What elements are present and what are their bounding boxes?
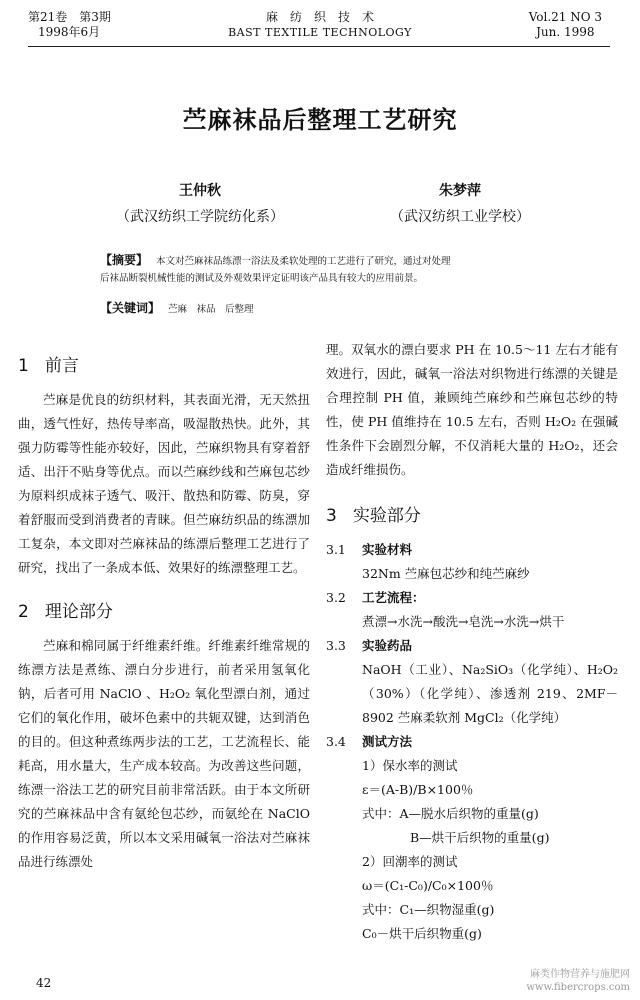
abstract-label: 【摘要】 bbox=[100, 253, 149, 267]
section-2-paragraph: 苎麻和棉同属于纤维素纤维。纤维素纤维常规的练漂方法是煮练、漂白分步进行，前者采用氢氧化钠，后者可用 NaClO 、H₂O₂ 氧化型漂白剂，通过它们的氧化作用，破坏色素中的共轭双键，达到消色的目的。但这种煮练两步法的工艺，工艺流程长、能耗高，用水量大，生产成本较高。为改善这些问题，练漂一浴法工艺的研究目前非常活跃。由于本文所研究的苎麻袜品中含有氨纶包芯纱，而氨纶在 NaClO 的作用容易泛黄，所以本文采用碱氧一浴法对苎麻袜品进行练漂处 bbox=[18, 638, 310, 869]
author-name-2: 朱梦萍 bbox=[439, 183, 481, 199]
section-number-3: 3 bbox=[326, 506, 337, 526]
section-title-2: 理论部分 bbox=[44, 602, 113, 622]
abstract bbox=[100, 252, 520, 287]
date-en: Jun. 1998 bbox=[536, 25, 595, 39]
test-item-2: 2）回潮率的测试 bbox=[362, 854, 458, 869]
author-name-1: 王仲秋 bbox=[179, 183, 221, 199]
volume-issue-cn: 第21卷 第3期 bbox=[28, 10, 111, 24]
formula-2-definition-b: C₀－烘干后织物重(g) bbox=[362, 926, 482, 941]
subsection-3-2-text: 煮漂→水洗→酸洗→皂洗→水洗→烘干 bbox=[362, 614, 565, 629]
section-number-2: 2 bbox=[18, 602, 29, 622]
keywords-text: 苎麻 袜品 后整理 bbox=[168, 304, 254, 315]
paper-title: 苎麻袜品后整理工艺研究 bbox=[182, 106, 458, 134]
journal-name-cn: 麻 纺 织 技 术 bbox=[265, 10, 374, 24]
formula-1-definition-a: 式中：A—脱水后织物的重量(g) bbox=[362, 806, 539, 821]
subsection-3-1-text: 32Nm 苎麻包芯纱和纯苎麻纱 bbox=[362, 566, 530, 581]
subsection-title-3-3: 实验药品 bbox=[362, 638, 413, 653]
formula-1-definition-b: B—烘干后织物的重量(g) bbox=[410, 830, 550, 845]
section-heading-1 bbox=[18, 354, 310, 378]
subsection-number-3-3: 3.3 bbox=[326, 638, 346, 653]
subsection-title-3-2: 工艺流程： bbox=[362, 590, 425, 605]
watermark-line-2: www.fibercrops.com bbox=[526, 982, 630, 993]
section-title-3: 实验部分 bbox=[352, 506, 421, 526]
author-affiliation-1: （武汉纺织工学院纺化系） bbox=[116, 209, 284, 225]
keywords-label: 【关键词】 bbox=[100, 301, 161, 315]
author-block-1 bbox=[70, 178, 330, 230]
journal-name-en: BAST TEXTILE TECHNOLOGY bbox=[228, 26, 412, 39]
running-header bbox=[0, 10, 640, 44]
subsection-title-3-1: 实验材料 bbox=[362, 542, 413, 557]
formula-2-definition-a: 式中：C₁—织物湿重(g) bbox=[362, 902, 495, 917]
subsection-3-3-text: NaOH（工业）、Na₂SiO₃（化学纯）、H₂O₂（30%）（化学纯）、渗透剂 219、2MF－8902 苎麻柔软剂 MgCl₂（化学纯） bbox=[362, 662, 618, 725]
left-column bbox=[18, 338, 310, 874]
section-heading-2 bbox=[18, 600, 310, 624]
section-1-paragraph: 苎麻是优良的纺织材料，其表面光滑，无天然扭曲，透气性好，热传导率高，吸湿散热快。此外，其强力防霉等性能亦较好，因此，苎麻织物具有穿着舒适、出汗不贴身等优点。而以苎麻纱线和苎麻包芯纱为原料织成袜子透气、吸汗、散热和防霉、防臭，穿着舒服而受到消费者的青睐。但苎麻纺织品的练漂加工复杂，本文即对苎麻袜品的练漂后整理工艺进行了研究，找出了一条成本低、效果好的练漂整理工艺。 bbox=[18, 392, 310, 575]
header-right bbox=[529, 10, 602, 40]
subsection-heading-3-3 bbox=[326, 634, 618, 658]
subsection-number-3-2: 3.2 bbox=[326, 590, 346, 605]
formula-1: ε＝(A-B)/B×100％ bbox=[362, 782, 474, 797]
subsection-number-3-1: 3.1 bbox=[326, 542, 346, 557]
test-item-1: 1）保水率的测试 bbox=[362, 758, 458, 773]
author-affiliation-2: （武汉纺织工业学校） bbox=[390, 209, 530, 225]
section-heading-3 bbox=[326, 504, 618, 528]
section-title-1: 前言 bbox=[44, 356, 79, 376]
section-number-1: 1 bbox=[18, 356, 29, 376]
keywords bbox=[100, 300, 520, 318]
subsection-title-3-4: 测试方法 bbox=[362, 734, 413, 749]
subsection-heading-3-4 bbox=[326, 730, 618, 754]
date-cn: 1998年6月 bbox=[38, 25, 101, 39]
subsection-number-3-4: 3.4 bbox=[326, 734, 346, 749]
header-center bbox=[200, 10, 440, 40]
author-block-2 bbox=[330, 178, 590, 230]
volume-issue-en: Vol.21 NO 3 bbox=[528, 10, 602, 24]
header-left bbox=[28, 10, 111, 40]
right-column bbox=[326, 338, 618, 946]
abstract-line-1: 本文对苎麻袜品练漂一浴法及柔软处理的工艺进行了研究，通过对处理 bbox=[156, 256, 451, 267]
subsection-heading-3-1 bbox=[326, 538, 618, 562]
subsection-heading-3-2 bbox=[326, 586, 618, 610]
section-2-paragraph-continued: 理。双氧水的漂白要求 PH 在 10.5～11 左右才能有效进行，因此，碱氧一浴法对织物进行练漂的关键是合理控制 PH 值，兼顾纯苎麻纱和苎麻包芯纱的特性，使 PH 值维持在 10.5 左右，否则 H₂O₂ 在强碱性条件下会剧烈分解，不仅消耗大量的 H₂O₂，还会造成纤维损伤。 bbox=[326, 342, 618, 477]
abstract-line-2: 后袜品断裂机械性能的测试及外观效果评定证明该产品具有较大的应用前景。 bbox=[100, 273, 424, 284]
page-number: 42 bbox=[36, 976, 52, 990]
watermark bbox=[526, 968, 630, 994]
header-rule bbox=[28, 46, 610, 47]
formula-2: ω＝(C₁-C₀)/C₀×100％ bbox=[362, 878, 494, 893]
watermark-line-1: 麻类作物营养与施肥网 bbox=[530, 969, 630, 980]
